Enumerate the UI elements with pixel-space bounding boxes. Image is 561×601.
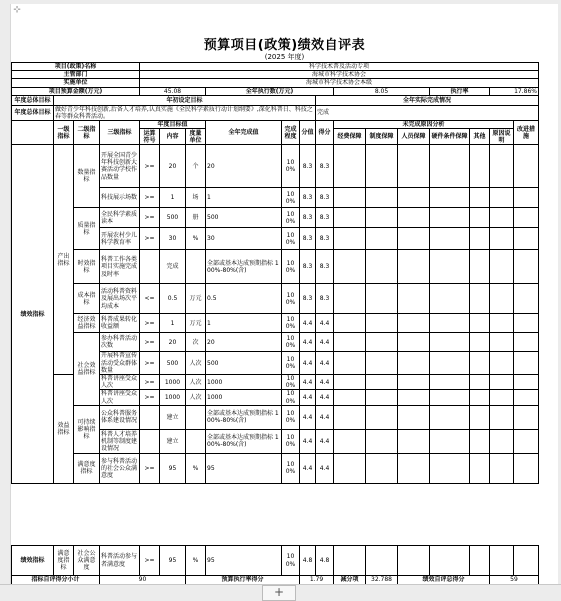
row-l-rate: 100% [282,405,300,429]
row-o-indicator: 科普活动参与者满意度 [100,546,140,576]
l1-output: 产出指标 [54,145,74,375]
row-b-score: 8.3 [316,188,334,208]
l2-satisfaction: 满意度指标 [74,453,100,483]
row-d-actual: 30 [206,228,282,250]
label-implementer: 实施单位 [12,79,140,87]
header-score: 得分 [316,121,334,145]
row-j-indicator: 科普讲座受众人次 [100,375,140,390]
row-n-op: >= [140,453,160,483]
row-d-op: >= [140,228,160,250]
header-reasons: 未完成原因分析 [334,121,514,129]
row-g-actual: 1 [206,314,282,333]
row-l-score: 4.4 [316,405,334,429]
row-m-op [140,429,160,453]
row-m-weight: 4.4 [300,429,316,453]
row-n-indicator: 参与科普活动的社会公众满意度 [100,453,140,483]
header-l2: 二级指标 [74,121,100,145]
row-f-content: 0.5 [160,284,186,314]
header-content: 内容 [160,129,186,145]
row-n-rate: 100% [282,453,300,483]
label-annual-goal-2: 年度总体目标 [12,105,54,120]
row-l-content: 建立 [160,405,186,429]
header-unit: 度量单位 [186,129,206,145]
row-e-content: 完成 [160,250,186,284]
row-i-weight: 4.4 [300,352,316,375]
row-c-content: 500 [160,208,186,228]
header-r2: 制度保障 [366,129,398,145]
annual-goal-text: 做好青少年科技创新,后备人才培养,认真实施《全民科学素质行动计划纲要》,深化科普日、科技之春等群众科普活动。 [54,105,316,120]
row-m-score: 4.4 [316,429,334,453]
row-d-content: 30 [160,228,186,250]
row-e-rate: 100% [282,250,300,284]
value-implementer: 海城市科学技术协会本级 [140,79,539,87]
row-l-indicator: 公众科普服务体系建设情况 [100,405,140,429]
crosshair-icon: ⊹ [13,5,21,15]
row-o-op: >= [140,546,160,576]
row-k-rate: 100% [282,390,300,405]
value-total-score: 90 [100,576,186,585]
row-a-op: >= [140,145,160,188]
row-k-actual: 1000 [206,390,282,405]
label-annual-goal: 年度总体目标 [12,95,54,105]
header-annual-goal: 年初设定目标 [54,95,316,105]
header-r1: 经费保障 [334,129,366,145]
value-exec-rate: 17.86% [490,87,539,95]
row-c-rate: 100% [282,208,300,228]
row-e-score: 8.3 [316,250,334,284]
label-deduct: 减分项 [334,576,366,585]
value-budget: 45.08 [140,87,206,95]
row-i-content: 500 [160,352,186,375]
label-budget: 项目预算金额(万元) [12,87,140,95]
value-executed: 8.05 [334,87,430,95]
row-j-actual: 1000 [206,375,282,390]
row-e-op [140,250,160,284]
l1-effect: 效益指标 [54,375,74,484]
label-budget-score: 预算执行率得分 [186,576,300,585]
row-h-score: 4.4 [316,333,334,352]
row-g-indicator: 科普成果转化收益额 [100,314,140,333]
row-a-indicator: 开展全国青少年科技创新大赛活动学校作品数量 [100,145,140,188]
row-e-unit [186,250,206,284]
row-c-indicator: 全民科学素质读本 [100,208,140,228]
row-h-indicator: 参办科普活动次数 [100,333,140,352]
l2-sustain: 可持续影响指标 [74,405,100,453]
row-b-actual: 1 [206,188,282,208]
header-r4: 硬件条件保障 [430,129,470,145]
row-b-indicator: 科技展示场数 [100,188,140,208]
row-o-weight: 4.8 [300,546,316,576]
value-self-score: 59 [490,576,539,585]
row-f-indicator: 活动科普资料及展出场次平均成本 [100,284,140,314]
row-k-unit: 人次 [186,390,206,405]
l2-quantity: 数量指标 [74,145,100,208]
row-b-content: 1 [160,188,186,208]
row-e-actual: 全部或基本达成预期指标 100%-80%(含) [206,250,282,284]
add-page-button[interactable]: + [262,585,296,601]
row-c-score: 8.3 [316,208,334,228]
row-h-unit: 次 [186,333,206,352]
label-executed: 全年执行数(万元) [206,87,334,95]
row-k-weight: 4.4 [300,390,316,405]
row-h-content: 20 [160,333,186,352]
row-h-rate: 100% [282,333,300,352]
row-a-score: 8.3 [316,145,334,188]
row-j-rate: 100% [282,375,300,390]
row-l-unit [186,405,206,429]
row-j-weight: 4.4 [300,375,316,390]
row-i-op: >= [140,352,160,375]
header-r5: 其他 [470,129,490,145]
row-m-rate: 100% [282,429,300,453]
row-m-content: 建立 [160,429,186,453]
header-actual: 全年完成值 [206,121,282,145]
row-i-rate: 100% [282,352,300,375]
row-l-weight: 4.4 [300,405,316,429]
row-g-op: >= [140,314,160,333]
row-k-indicator: 科普讲座受众人次 [100,390,140,405]
row-o-actual: 95 [206,546,282,576]
perf-indicator-label-2: 绩效指标 [12,546,54,576]
row-n-actual: 95 [206,453,282,483]
row-i-actual: 500 [206,352,282,375]
header-r3: 人员保障 [398,129,430,145]
row-j-unit: 人次 [186,375,206,390]
row-g-rate: 100% [282,314,300,333]
header-op: 运算符号 [140,129,160,145]
row-a-content: 20 [160,145,186,188]
row-b-op: >= [140,188,160,208]
row-d-unit: % [186,228,206,250]
row-o-score: 4.8 [316,546,334,576]
row-f-unit: 万元 [186,284,206,314]
row-c-unit: 册 [186,208,206,228]
label-exec-rate: 执行率 [430,87,490,95]
row-k-content: 1000 [160,390,186,405]
row-m-unit [186,429,206,453]
row-o-content: 95 [160,546,186,576]
value-deduct: 32.788 [366,576,398,585]
l2-quality: 质量指标 [74,208,100,250]
label-project-name: 项目(政策)名称 [12,63,140,71]
header-l3: 三级指标 [100,121,140,145]
row-b-unit: 场 [186,188,206,208]
actual-goal-text: 完成 [316,105,539,120]
page-subtitle: (2025 年度) [264,53,305,61]
row-o-unit: % [186,546,206,576]
lower-table [11,545,539,585]
page-title: 预算项目(政策)绩效自评表 [203,38,366,53]
l1-satisfaction: 满意度指标 [54,546,74,576]
row-d-score: 8.3 [316,228,334,250]
row-a-weight: 8.3 [300,145,316,188]
row-d-weight: 8.3 [300,228,316,250]
value-project-name: 科学技术普及活动专项 [140,63,539,71]
row-e-indicator: 科普工作各类项目实施完成及时率 [100,250,140,284]
row-f-weight: 8.3 [300,284,316,314]
row-d-rate: 100% [282,228,300,250]
row-o-rate: 100% [282,546,300,576]
row-g-content: 1 [160,314,186,333]
value-budget-score: 1.79 [300,576,334,585]
row-a-unit: 个 [186,145,206,188]
row-l-actual: 全部或基本达成预期指标 100%-80%(含) [206,405,282,429]
value-department: 海城市科学技术协会 [140,71,539,79]
row-i-score: 4.4 [316,352,334,375]
row-a-actual: 20 [206,145,282,188]
header-perf [12,121,54,145]
row-n-score: 4.4 [316,453,334,483]
row-k-score: 4.4 [316,390,334,405]
label-department: 主管部门 [12,71,140,79]
row-f-op: <= [140,284,160,314]
row-a-rate: 100% [282,145,300,188]
row-j-content: 1000 [160,375,186,390]
l2-social: 社会效益指标 [74,333,100,405]
row-f-actual: 0.5 [206,284,282,314]
row-c-op: >= [140,208,160,228]
row-n-weight: 4.4 [300,453,316,483]
row-g-weight: 4.4 [300,314,316,333]
row-c-weight: 8.3 [300,208,316,228]
l2-cost: 成本指标 [74,284,100,314]
row-h-actual: 20 [206,333,282,352]
header-l1: 一级指标 [54,121,74,145]
header-r6: 原因说明 [490,129,514,145]
header-weight: 分值 [300,121,316,145]
row-i-indicator: 开展科普宣传活动受众群体数量 [100,352,140,375]
row-b-weight: 8.3 [300,188,316,208]
row-d-indicator: 开展农村少儿科学教育率 [100,228,140,250]
l2-economic: 经济效益指标 [74,314,100,333]
row-g-unit: 万元 [186,314,206,333]
row-n-unit: % [186,453,206,483]
evaluation-table [11,62,539,484]
row-j-score: 4.4 [316,375,334,390]
header-completion: 完成程度 [282,121,300,145]
row-m-indicator: 科普人才培养机制等制度建设情况 [100,429,140,453]
header-actual-goal: 全年实际完成情况 [316,95,539,105]
row-h-weight: 4.4 [300,333,316,352]
row-m-actual: 全部或基本达成预期指标 100%-80%(含) [206,429,282,453]
label-self-score: 绩效自评总得分 [398,576,490,585]
row-f-rate: 100% [282,284,300,314]
row-f-score: 8.3 [316,284,334,314]
row-l-op [140,405,160,429]
l2-timeliness: 时效指标 [74,250,100,284]
row-k-op: >= [140,390,160,405]
row-c-actual: 500 [206,208,282,228]
header-annual-target: 年度目标值 [140,121,206,129]
row-i-unit: 人次 [186,352,206,375]
perf-indicator-label: 绩效指标 [12,145,54,483]
row-h-op: >= [140,333,160,352]
row-e-weight: 8.3 [300,250,316,284]
l2-satisfaction-2: 社会公众满意度 [74,546,100,576]
row-b-rate: 100% [282,188,300,208]
row-j-op: >= [140,375,160,390]
document-page [10,4,558,584]
row-n-content: 95 [160,453,186,483]
header-improve: 改进措施 [514,121,539,145]
row-g-score: 4.4 [316,314,334,333]
label-total-score: 指标自评得分小计 [12,576,100,585]
